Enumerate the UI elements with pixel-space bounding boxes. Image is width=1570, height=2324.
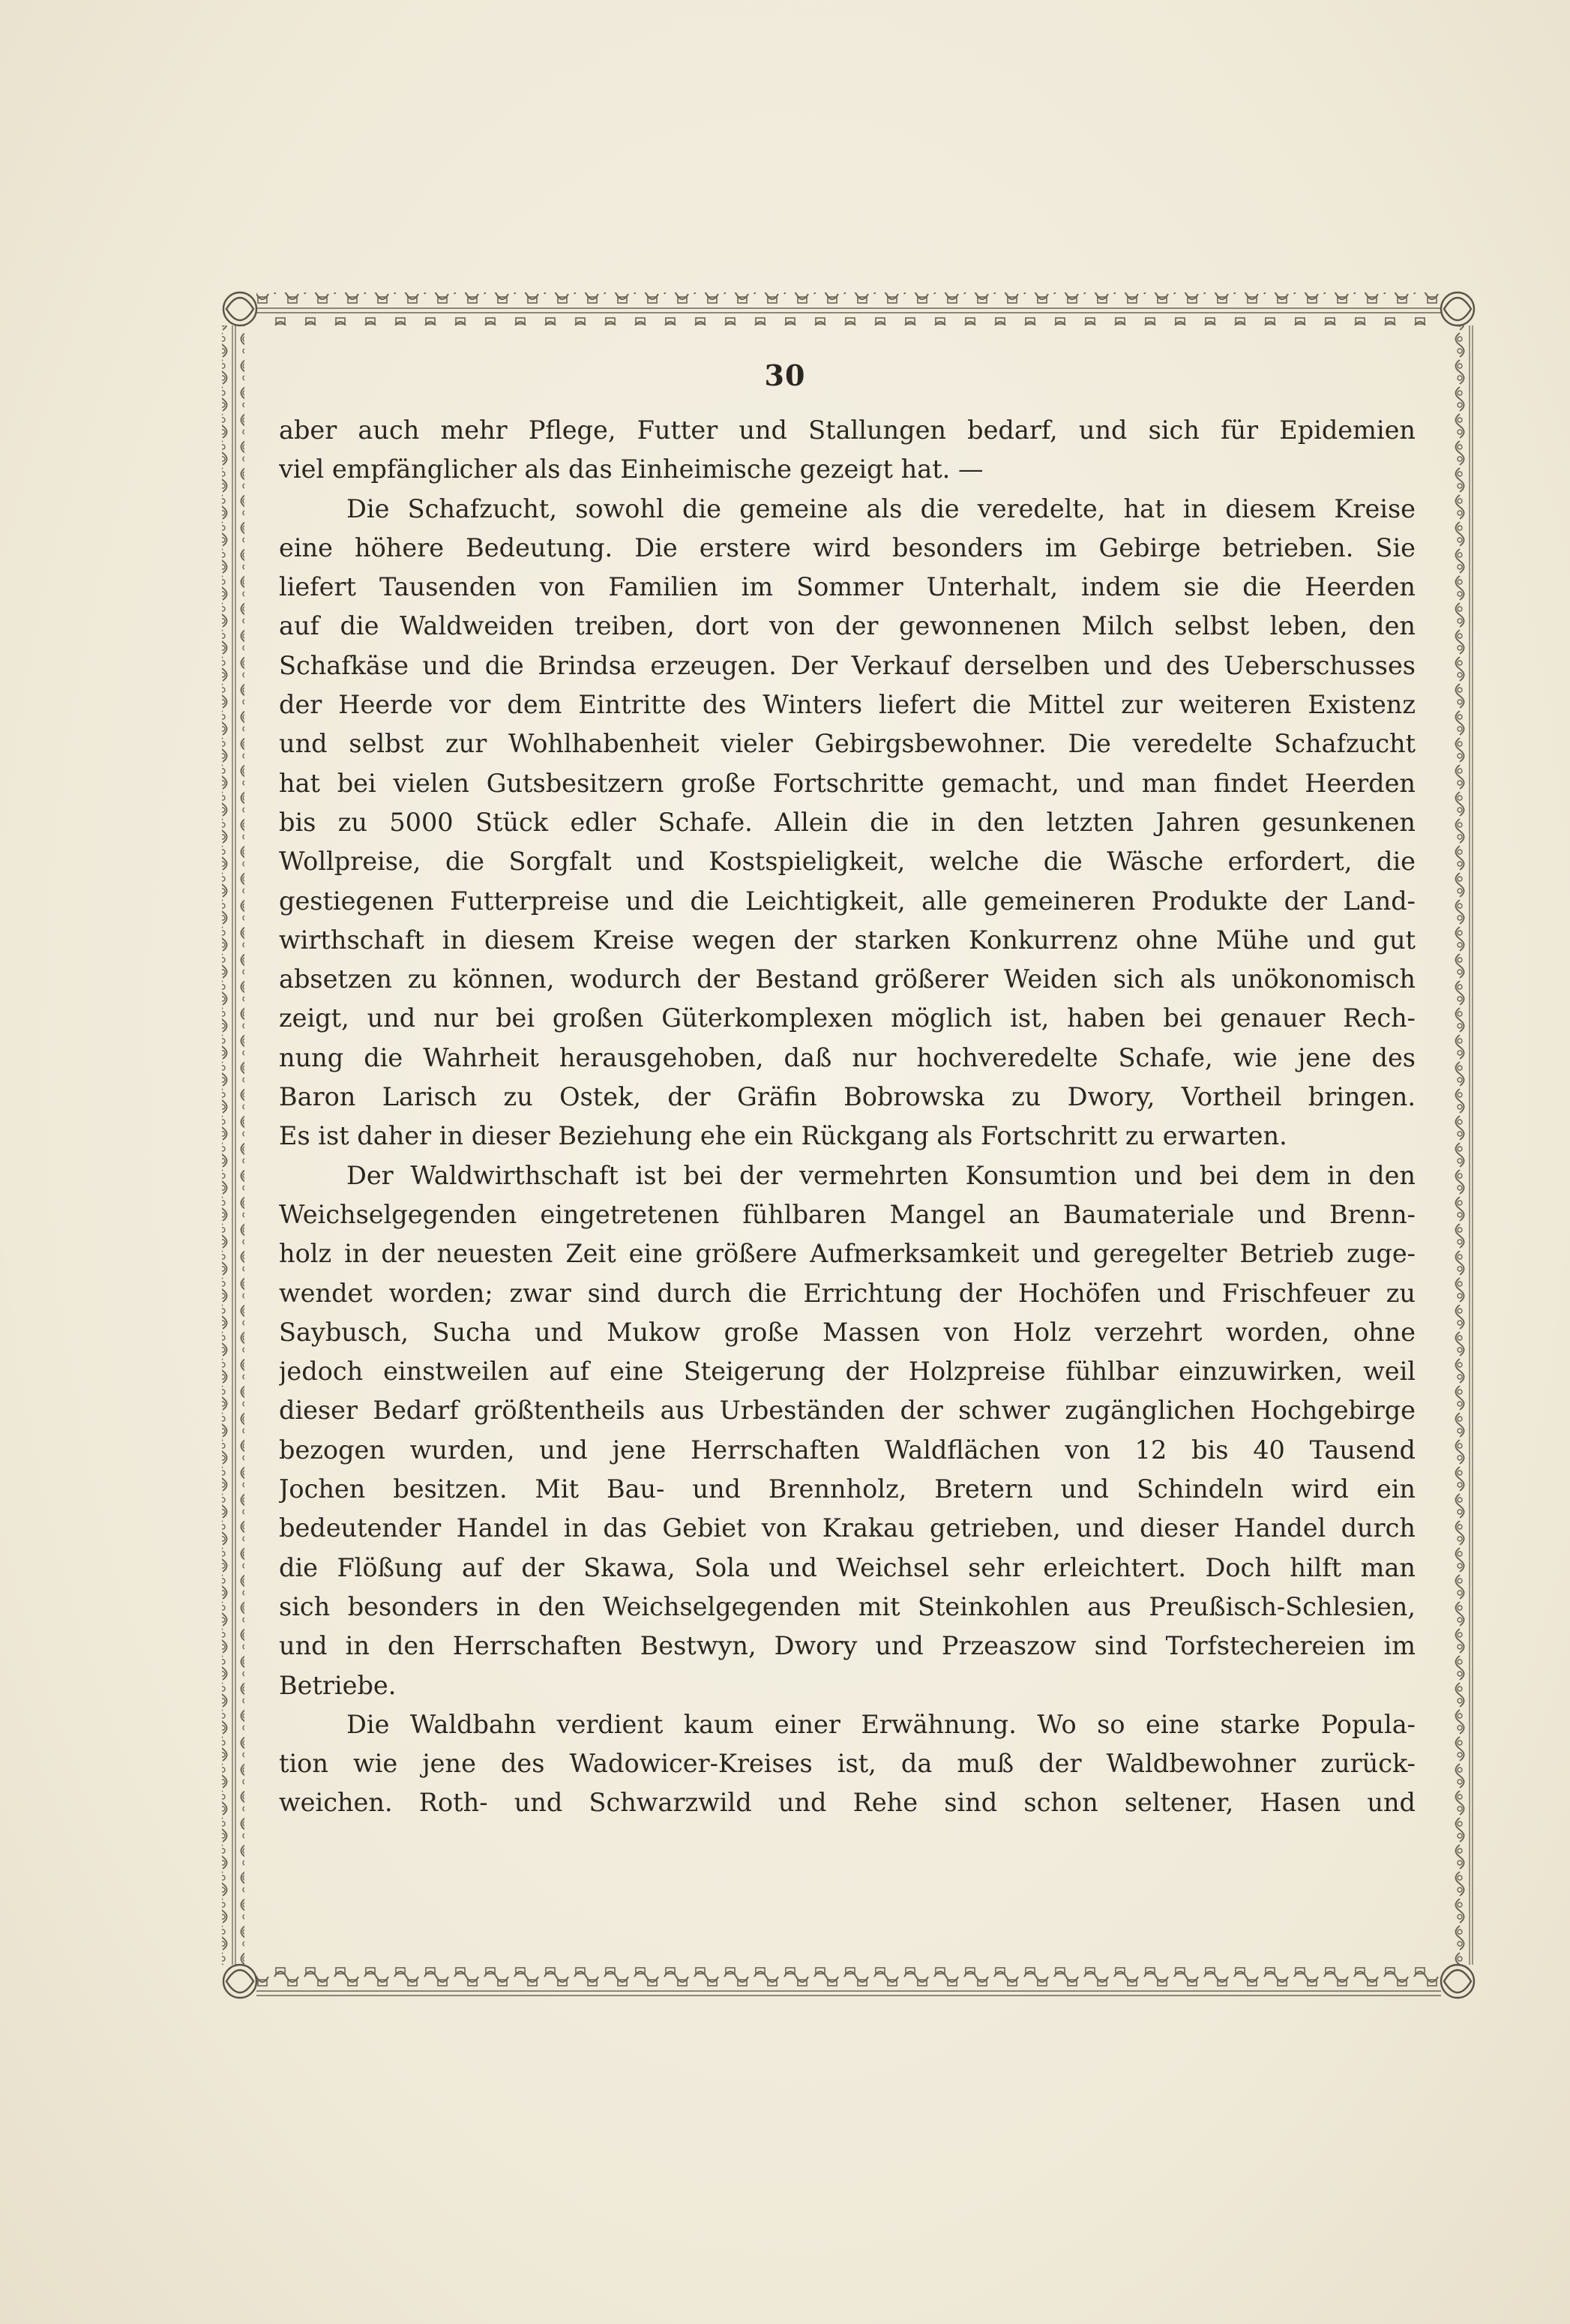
text-line: liefert Tausenden von Familien im Sommer Unterhalt, indem sie die Heerden <box>279 572 1416 602</box>
text-line: eine höhere Bedeutung. Die erstere wird besonders im Gebirge betrieben. Sie <box>279 532 1416 562</box>
text-line: und in den Herrschaften Bestwyn, Dwory und Przeaszow sind Torfstechereien im <box>279 1631 1416 1661</box>
page-number: 30 <box>764 358 806 392</box>
text-line: Schafkäse und die Brindsa erzeugen. Der Verkauf derselben und des Ueberschusses <box>279 650 1416 680</box>
text-line: Weichselgegenden eingetretenen fühlbaren Mangel an Baumateriale und Brenn- <box>279 1199 1416 1229</box>
text-line: zeigt, und nur bei großen Güterkomplexen möglich ist, haben bei genauer Rech- <box>279 1003 1416 1033</box>
text-line: und selbst zur Wohlhabenheit vieler Gebirgsbewohner. Die veredelte Schafzucht <box>279 729 1416 759</box>
text-line: Es ist daher in dieser Beziehung ehe ein Rückgang als Fortschritt zu erwarten. <box>279 1121 1287 1151</box>
text-line: Die Waldbahn verdient kaum einer Erwähnung. Wo so eine starke Popula- <box>346 1709 1416 1739</box>
text-line: bis zu 5000 Stück edler Schafe. Allein die in den letzten Jahren gesunkenen <box>279 807 1416 837</box>
text-line: wendet worden; zwar sind durch die Errichtung der Hochöfen und Frischfeuer zu <box>279 1278 1416 1308</box>
text-line: auf die Waldweiden treiben, dort von der gewonnenen Milch selbst leben, den <box>279 611 1416 641</box>
text-line: holz in der neuesten Zeit eine größere Aufmerksamkeit und geregelter Betrieb zuge- <box>279 1239 1416 1269</box>
text-line: jedoch einstweilen auf eine Steigerung der Holzpreise fühlbar einzuwirken, weil <box>279 1357 1416 1387</box>
text-line: gestiegenen Futterpreise und die Leichtigkeit, alle gemeineren Produkte der Land- <box>279 886 1416 916</box>
text-line: bedeutender Handel in das Gebiet von Krakau getrieben, und dieser Handel durch <box>279 1513 1416 1543</box>
text-line: der Heerde vor dem Eintritte des Winters liefert die Mittel zur weiteren Existenz <box>279 690 1416 720</box>
text-line: Baron Larisch zu Ostek, der Gräfin Bobrowska zu Dwory, Vortheil bringen. <box>279 1082 1416 1112</box>
text-line: Jochen besitzen. Mit Bau- und Brennholz, Bretern und Schindeln wird ein <box>279 1474 1416 1504</box>
text-line: dieser Bedarf größtentheils aus Urbeständen der schwer zugänglichen Hochgebirge <box>279 1396 1416 1426</box>
text-line: Wollpreise, die Sorgfalt und Kostspieligkeit, welche die Wäsche erfordert, die <box>279 847 1416 877</box>
text-line: weichen. Roth- und Schwarzwild und Rehe sind schon seltener, Hasen und <box>279 1788 1416 1818</box>
text-line: hat bei vielen Gutsbesitzern große Fortschritte gemacht, und man findet Heerden <box>279 768 1416 798</box>
text-line: Saybusch, Sucha und Mukow große Massen von Holz verzehrt worden, ohne <box>279 1317 1416 1347</box>
text-line: tion wie jene des Wadowicer-Kreises ist, da muß der Waldbewohner zurück- <box>279 1749 1416 1779</box>
text-line: Der Waldwirthschaft ist bei der vermehrten Konsumtion und bei dem in den <box>346 1160 1416 1190</box>
text-line: bezogen wurden, und jene Herrschaften Waldflächen von 12 bis 40 Tausend <box>279 1435 1416 1465</box>
text-line: die Flößung auf der Skawa, Sola und Weichsel sehr erleichtert. Doch hilft man <box>279 1552 1416 1582</box>
text-line: wirthschaft in diesem Kreise wegen der starken Konkurrenz ohne Mühe und gut <box>279 925 1416 955</box>
text-line: aber auch mehr Pflege, Futter und Stallungen bedarf, und sich für Epidemien <box>279 415 1416 445</box>
text-line: Die Schafzucht, sowohl die gemeine als die veredelte, hat in diesem Kreise <box>346 493 1416 523</box>
text-line: absetzen zu können, wodurch der Bestand größerer Weiden sich als unökonomisch <box>279 964 1416 994</box>
body-text <box>279 411 1416 1986</box>
text-line: nung die Wahrheit herausgehoben, daß nur hochveredelte Schafe, wie jene des <box>279 1042 1416 1072</box>
text-line: sich besonders in den Weichselgegenden mit Steinkohlen aus Preußisch-Schlesien, <box>279 1591 1416 1621</box>
text-line: Betriebe. <box>279 1670 397 1700</box>
text-line: viel empfänglicher als das Einheimische gezeigt hat. — <box>279 454 984 484</box>
